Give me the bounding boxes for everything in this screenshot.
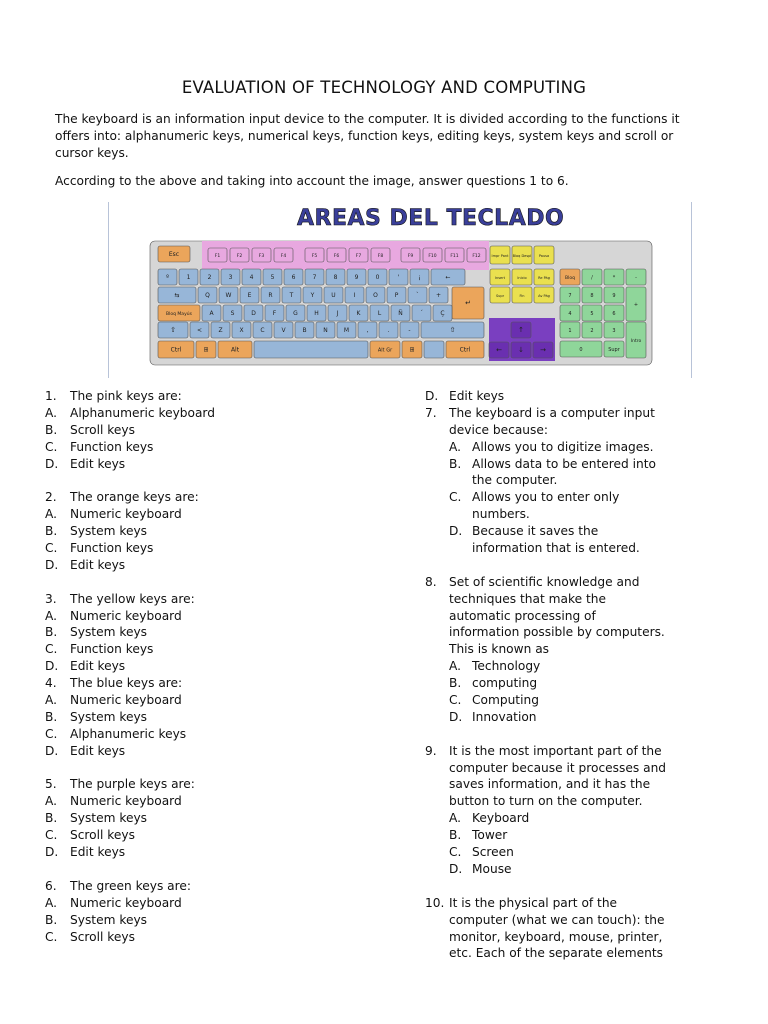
item-text: Function keys — [70, 541, 154, 556]
item-text: Tower — [472, 828, 508, 843]
item-text: Numeric keyboard — [70, 608, 182, 623]
key-label: B — [302, 327, 307, 334]
key-label: F2 — [236, 254, 243, 259]
key-label: M — [343, 327, 350, 334]
key-label: 0 — [579, 347, 583, 353]
key-label: - — [635, 275, 637, 281]
item-text: saves information, and it has the — [449, 777, 651, 792]
key-label: ⊞ — [203, 346, 209, 354]
item-label: B. — [45, 524, 58, 539]
item-label: B. — [449, 828, 462, 843]
item-text: button to turn on the computer. — [449, 794, 643, 809]
item-text: etc. Each of the separate elements — [449, 946, 663, 961]
item-label: B. — [449, 676, 462, 691]
key-label: Supr — [608, 347, 620, 353]
key-label: F4 — [280, 254, 287, 259]
key-label: 7 — [312, 274, 317, 281]
key-label: F6 — [333, 254, 340, 259]
key-label: Ctrl — [170, 346, 182, 354]
item-text: Alphanumeric keys — [70, 726, 187, 741]
key-label: F5 — [311, 254, 318, 259]
item-label: 10. — [425, 895, 445, 910]
key-label: F10 — [428, 254, 437, 259]
key-label: F8 — [377, 254, 384, 259]
key-label: V — [281, 327, 286, 334]
item-text: Function keys — [70, 439, 154, 454]
item-text: device because: — [449, 422, 548, 437]
item-label: B. — [449, 456, 462, 471]
key-label: Av Pág — [538, 294, 550, 298]
key-label: ← — [445, 274, 451, 281]
item-text: The purple keys are: — [70, 777, 195, 792]
item-label: B. — [45, 709, 58, 724]
key-label: Pausa — [538, 254, 550, 258]
item-text: Allows you to digitize images. — [472, 439, 654, 454]
key-label: → — [540, 346, 546, 354]
key-label: O — [373, 292, 378, 299]
item-text: Because it saves the — [472, 524, 599, 539]
key-label: Bloq Despl — [512, 254, 532, 258]
key-label: P — [394, 292, 399, 299]
key-label: ⇆ — [174, 292, 180, 299]
key-label: X — [239, 327, 244, 334]
key-label: 4 — [568, 311, 572, 317]
key-label: 1 — [186, 274, 191, 281]
key-label: S — [230, 310, 235, 317]
item-label: D. — [45, 456, 59, 471]
key-label: Ñ — [398, 310, 403, 317]
key-label: ↵ — [465, 299, 471, 307]
item-label: 8. — [425, 574, 437, 589]
item-text: Scroll keys — [70, 929, 135, 944]
item-text: Screen — [472, 845, 514, 860]
key-label: Ctrl — [459, 346, 471, 354]
key-label: T — [289, 292, 294, 299]
item-text: Technology — [472, 659, 541, 674]
key-label: Ç — [440, 310, 445, 317]
key-label: Alt Gr — [377, 347, 393, 354]
key-label: * — [612, 275, 616, 281]
key-label: / — [591, 275, 593, 281]
item-text: System keys — [70, 709, 148, 724]
item-label: 9. — [425, 743, 437, 758]
key-label: º — [166, 274, 169, 281]
item-label: C. — [45, 642, 58, 657]
key-label: F11 — [450, 254, 459, 259]
key-label: N — [323, 327, 328, 334]
key-label: F12 — [472, 254, 481, 259]
key-label: ← — [496, 346, 502, 354]
item-label: D. — [449, 524, 463, 539]
key-label: I — [353, 292, 356, 299]
item-text: Numeric keyboard — [70, 895, 182, 910]
key-label: Re Pág — [538, 276, 550, 280]
item-text: System keys — [70, 625, 148, 640]
key-label: R — [268, 292, 273, 299]
key-label: 9 — [612, 293, 616, 299]
item-label: 2. — [45, 490, 57, 505]
key-label: ' — [397, 274, 400, 281]
item-label: D. — [449, 861, 463, 876]
item-text: Scroll keys — [70, 828, 135, 843]
key-label: D — [251, 310, 256, 317]
item-text: Edit keys — [70, 557, 126, 572]
item-label: 3. — [45, 591, 57, 606]
item-label: B. — [45, 811, 58, 826]
key-label: Alt — [230, 346, 240, 354]
key-label: 3 — [228, 274, 233, 281]
key-label: ¡ — [418, 274, 421, 281]
intro-paragraph: The keyboard is an information input device to the computer. It is divided according to the functions it offers into: alphanumeric keys, numerical keys, function keys, editing keys, system keys and scroll or cursor keys. — [55, 112, 680, 160]
item-label: D. — [45, 557, 59, 572]
item-label: 4. — [45, 676, 57, 691]
key-label: 2 — [207, 274, 212, 281]
page-title: EVALUATION OF TECHNOLOGY AND COMPUTING — [181, 78, 587, 97]
item-text: monitor, keyboard, mouse, printer, — [449, 929, 663, 944]
item-label: D. — [45, 845, 59, 860]
item-text: Allows you to enter only — [472, 490, 620, 505]
key-label: C — [260, 327, 265, 334]
key-label: Bloq Mayús — [166, 312, 192, 317]
item-label: A. — [449, 659, 461, 674]
key-label: 0 — [375, 274, 380, 281]
item-text: The green keys are: — [70, 878, 191, 893]
key-label: Q — [205, 292, 210, 299]
item-text: The keyboard is a computer input — [449, 405, 655, 420]
item-label: C. — [45, 828, 58, 843]
keyboard-key — [254, 341, 368, 358]
item-text: Numeric keyboard — [70, 794, 182, 809]
key-label: K — [356, 310, 361, 317]
item-text: This is known as — [449, 642, 550, 657]
key-label: F — [272, 310, 277, 317]
item-text: Edit keys — [70, 456, 126, 471]
key-label: , — [366, 327, 369, 334]
item-text: Function keys — [70, 642, 154, 657]
key-label: Supr — [495, 294, 505, 298]
item-label: D. — [45, 743, 59, 758]
key-label: 5 — [590, 311, 594, 317]
item-label: A. — [449, 439, 461, 454]
keyboard-areas-illustration — [0, 0, 768, 400]
key-label: 5 — [270, 274, 275, 281]
item-text: Innovation — [472, 709, 537, 724]
item-text: information possible by computers. — [449, 625, 665, 640]
key-label: W — [225, 292, 232, 299]
item-text: Numeric keyboard — [70, 507, 182, 522]
item-text: Alphanumeric keyboard — [70, 405, 215, 420]
item-text: Edit keys — [70, 659, 126, 674]
key-label: ⇧ — [170, 326, 176, 334]
item-text: System keys — [70, 811, 148, 826]
key-label: 9 — [354, 274, 359, 281]
key-label: Impr Pant — [491, 254, 509, 258]
item-text: automatic processing of — [449, 608, 596, 623]
key-label: Esc — [168, 251, 180, 258]
item-label: C. — [45, 541, 58, 556]
key-label: 3 — [612, 328, 616, 334]
key-label: A — [209, 310, 214, 317]
instructions-paragraph: According to the above and taking into account the image, answer questions 1 to 6. — [55, 174, 569, 188]
item-text: System keys — [70, 912, 148, 927]
item-text: numbers. — [472, 507, 530, 522]
item-text: Keyboard — [472, 811, 530, 826]
key-label: ⇧ — [449, 326, 456, 334]
key-label: 6 — [291, 274, 296, 281]
item-text: It is the most important part of the — [449, 743, 662, 758]
item-label: D. — [45, 659, 59, 674]
key-label: 8 — [333, 274, 338, 281]
key-label: + — [633, 302, 639, 308]
key-label: Insert — [494, 276, 506, 280]
key-label: ↑ — [518, 326, 524, 334]
item-text: the computer. — [472, 473, 558, 488]
item-label: D. — [425, 389, 439, 403]
item-label: C. — [45, 439, 58, 454]
item-label: A. — [45, 794, 57, 809]
key-label: F1 — [214, 254, 221, 259]
item-label: C. — [45, 929, 58, 944]
item-label: 5. — [45, 777, 57, 792]
key-label: - — [408, 327, 411, 334]
item-text: The yellow keys are: — [70, 591, 195, 606]
item-label: A. — [45, 608, 57, 623]
item-text: computing — [472, 676, 538, 691]
key-label: F7 — [355, 254, 362, 259]
key-label: 2 — [590, 328, 594, 334]
key-label: Intro — [630, 339, 642, 344]
item-text: information that is entered. — [472, 541, 640, 556]
item-label: 7. — [425, 405, 437, 420]
item-text: Edit keys — [449, 389, 505, 403]
item-label: B. — [45, 912, 58, 927]
item-text: computer because it processes and — [449, 760, 667, 775]
item-text: Mouse — [472, 861, 512, 876]
key-label: Inicio — [517, 276, 527, 280]
key-label: ´ — [420, 310, 423, 317]
figure-title: AREAS DEL TECLADO — [297, 206, 565, 231]
item-text: The pink keys are: — [70, 389, 182, 403]
key-label: F3 — [258, 254, 265, 259]
key-label: Y — [310, 292, 315, 299]
key-label: + — [435, 292, 442, 299]
key-label: < — [196, 327, 203, 334]
key-label: ` — [416, 292, 419, 299]
item-label: 1. — [45, 389, 57, 403]
key-label: G — [293, 310, 298, 317]
item-text: It is the physical part of the — [449, 895, 618, 910]
key-label: U — [331, 292, 336, 299]
item-text: System keys — [70, 524, 148, 539]
key-label: E — [247, 292, 252, 299]
item-text: Edit keys — [70, 845, 126, 860]
key-label: 8 — [590, 293, 594, 299]
item-label: D. — [449, 709, 463, 724]
key-label: . — [387, 327, 390, 334]
key-label: Fin — [519, 294, 525, 298]
item-text: Set of scientific knowledge and — [449, 574, 640, 589]
item-text: Allows data to be entered into — [472, 456, 656, 471]
key-label: J — [336, 310, 339, 317]
item-label: A. — [45, 405, 57, 420]
item-label: C. — [449, 490, 462, 505]
item-text: Edit keys — [70, 743, 126, 758]
item-label: B. — [45, 422, 58, 437]
item-label: A. — [45, 895, 57, 910]
key-label: 4 — [249, 274, 254, 281]
key-label: H — [314, 310, 319, 317]
key-label: 1 — [568, 328, 572, 334]
item-label: 6. — [45, 878, 57, 893]
key-label: L — [377, 310, 382, 317]
item-text: Numeric keyboard — [70, 693, 182, 708]
key-label: 7 — [568, 293, 572, 299]
key-label: ⊞ — [409, 346, 415, 354]
key-label: ↓ — [518, 346, 524, 354]
item-label: C. — [449, 693, 462, 708]
key-label: F9 — [407, 254, 414, 259]
item-text: The orange keys are: — [70, 490, 199, 505]
item-label: A. — [45, 507, 57, 522]
item-label: A. — [449, 811, 461, 826]
keyboard-key — [424, 341, 444, 358]
item-text: The blue keys are: — [70, 676, 183, 691]
item-text: techniques that make the — [449, 591, 606, 606]
item-text: Computing — [472, 693, 539, 708]
item-label: C. — [45, 726, 58, 741]
item-label: B. — [45, 625, 58, 640]
item-label: C. — [449, 845, 462, 860]
key-label: Bloq — [565, 276, 575, 281]
key-label: 6 — [612, 311, 616, 317]
item-label: A. — [45, 693, 57, 708]
item-text: Scroll keys — [70, 422, 135, 437]
key-label: Z — [218, 327, 223, 334]
item-text: computer (what we can touch): the — [449, 912, 665, 927]
